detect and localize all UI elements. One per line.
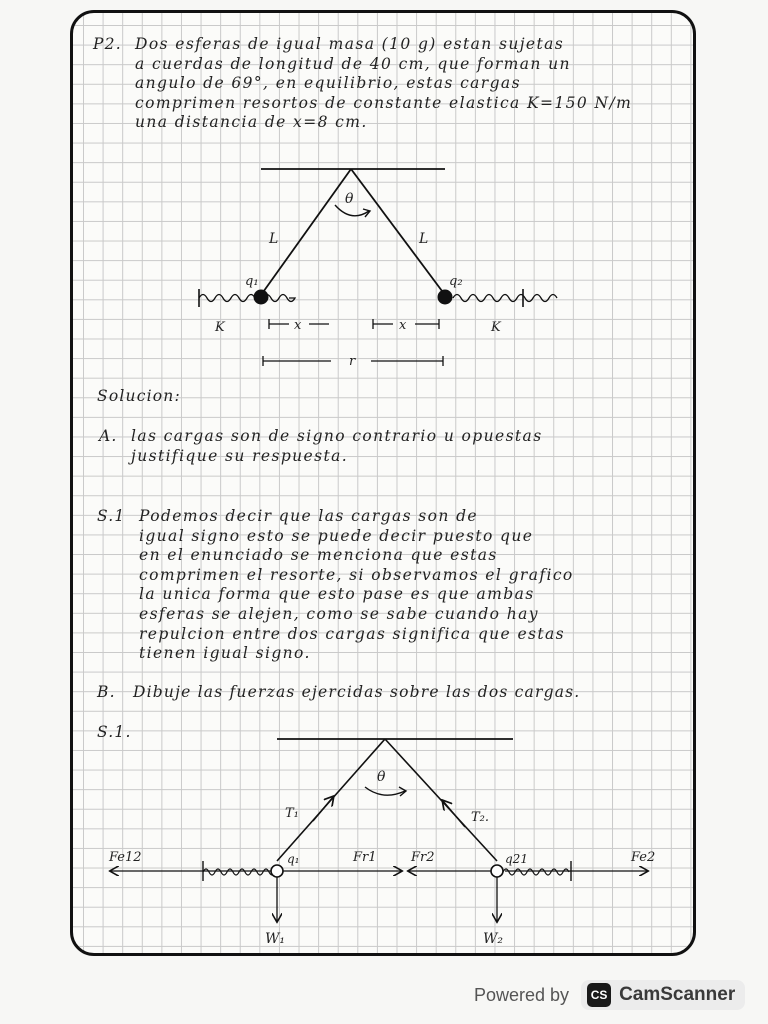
- part-b-text: Dibuje las fuerzas ejercidas sobre las dos cargas.: [133, 683, 581, 701]
- answer-a-line: igual signo esto se puede decir puesto que: [139, 526, 534, 545]
- dist-total-label: r: [349, 354, 356, 369]
- part-a-line: las cargas son de signo contrario u opuestas: [131, 427, 543, 445]
- problem-line: una distancia de x=8 cm.: [135, 113, 368, 132]
- answer-a-line: en el enunciado se menciona que estas: [139, 546, 498, 565]
- fe12-label: Fe12: [109, 850, 142, 865]
- answer-b-label: S.1.: [97, 723, 132, 741]
- camscanner-brand: CamScanner: [619, 984, 736, 1005]
- rope-right: [351, 169, 445, 295]
- t1-label: T₁: [285, 806, 299, 821]
- diagram-free-body: [73, 729, 696, 949]
- fr2-label: Fr2: [411, 850, 435, 865]
- rope-right-2: [385, 739, 497, 861]
- answer-a-text: [139, 507, 574, 664]
- charge-q1: [271, 865, 283, 877]
- answer-a-line: tienen igual signo.: [139, 644, 311, 663]
- camscanner-logo-icon: CS: [587, 983, 611, 1007]
- problem-line: angulo de 69°, en equilibrio, estas cargas: [135, 74, 521, 93]
- problem-line: Dos esferas de igual masa (10 g) estan sujetas: [135, 35, 565, 53]
- rope-left-label: L: [269, 231, 279, 247]
- answer-a-line: esferas se alejen, como se sabe cuando hay: [139, 604, 539, 623]
- spring-left-label: K: [215, 320, 225, 335]
- dist-right-label: x: [399, 318, 407, 333]
- t2-label: T₂.: [471, 810, 490, 825]
- q21-label: q21: [505, 852, 528, 866]
- sphere-left: [254, 290, 269, 305]
- tension-2-arrow: [443, 801, 465, 827]
- rope-right-label: L: [419, 231, 429, 247]
- part-a-label: A.: [99, 427, 118, 445]
- answer-a-line: comprimen el resorte, si observamos el grafico: [139, 565, 574, 584]
- solution-heading: Solucion:: [97, 387, 181, 405]
- part-a-line: justifique su respuesta.: [131, 446, 349, 465]
- charge-q2: [491, 865, 503, 877]
- answer-a-line: Podemos decir que las cargas son de: [139, 507, 478, 525]
- angle-arc-2: [365, 787, 405, 795]
- theta-label: θ: [345, 191, 354, 207]
- camscanner-badge: [581, 980, 745, 1010]
- spring-left-2: [203, 869, 275, 875]
- spring-right: [453, 295, 557, 302]
- charge-right-label: q₂: [449, 274, 463, 289]
- problem-text: [135, 35, 632, 133]
- theta-label-2: θ: [377, 769, 386, 785]
- fr1-label: Fr1: [353, 850, 377, 865]
- problem-line: comprimen resortos de constante elastica K=150 N/m: [135, 93, 633, 112]
- charge-left-label: q₁: [245, 274, 259, 289]
- dist-left-label: x: [294, 318, 302, 333]
- w1-label: W₁: [265, 931, 286, 947]
- w2-label: W₂: [483, 931, 504, 947]
- camscanner-footer: [474, 976, 750, 1014]
- spring-right-2: [503, 869, 569, 875]
- answer-a-line: repulcion entre dos cargas significa que estas: [139, 624, 566, 643]
- problem-label: P2.: [93, 35, 122, 53]
- part-a-text: [131, 427, 543, 466]
- diagram-spheres-springs: [73, 161, 696, 371]
- sphere-right: [438, 290, 453, 305]
- answer-a-line: la unica forma que esto pase es que ambas: [139, 585, 535, 604]
- answer-a-label: S.1: [97, 507, 126, 525]
- fe2-label: Fe2: [631, 850, 656, 865]
- problem-line: a cuerdas de longitud de 40 cm, que forman un: [135, 54, 571, 73]
- spring-right-label: K: [491, 320, 501, 335]
- part-b-label: B.: [97, 683, 116, 701]
- notebook-page: [70, 10, 696, 956]
- spring-left: [199, 295, 295, 302]
- q1-label: q₁: [287, 852, 300, 866]
- tension-1-arrow: [313, 797, 333, 821]
- powered-by-text: Powered by: [474, 984, 570, 1005]
